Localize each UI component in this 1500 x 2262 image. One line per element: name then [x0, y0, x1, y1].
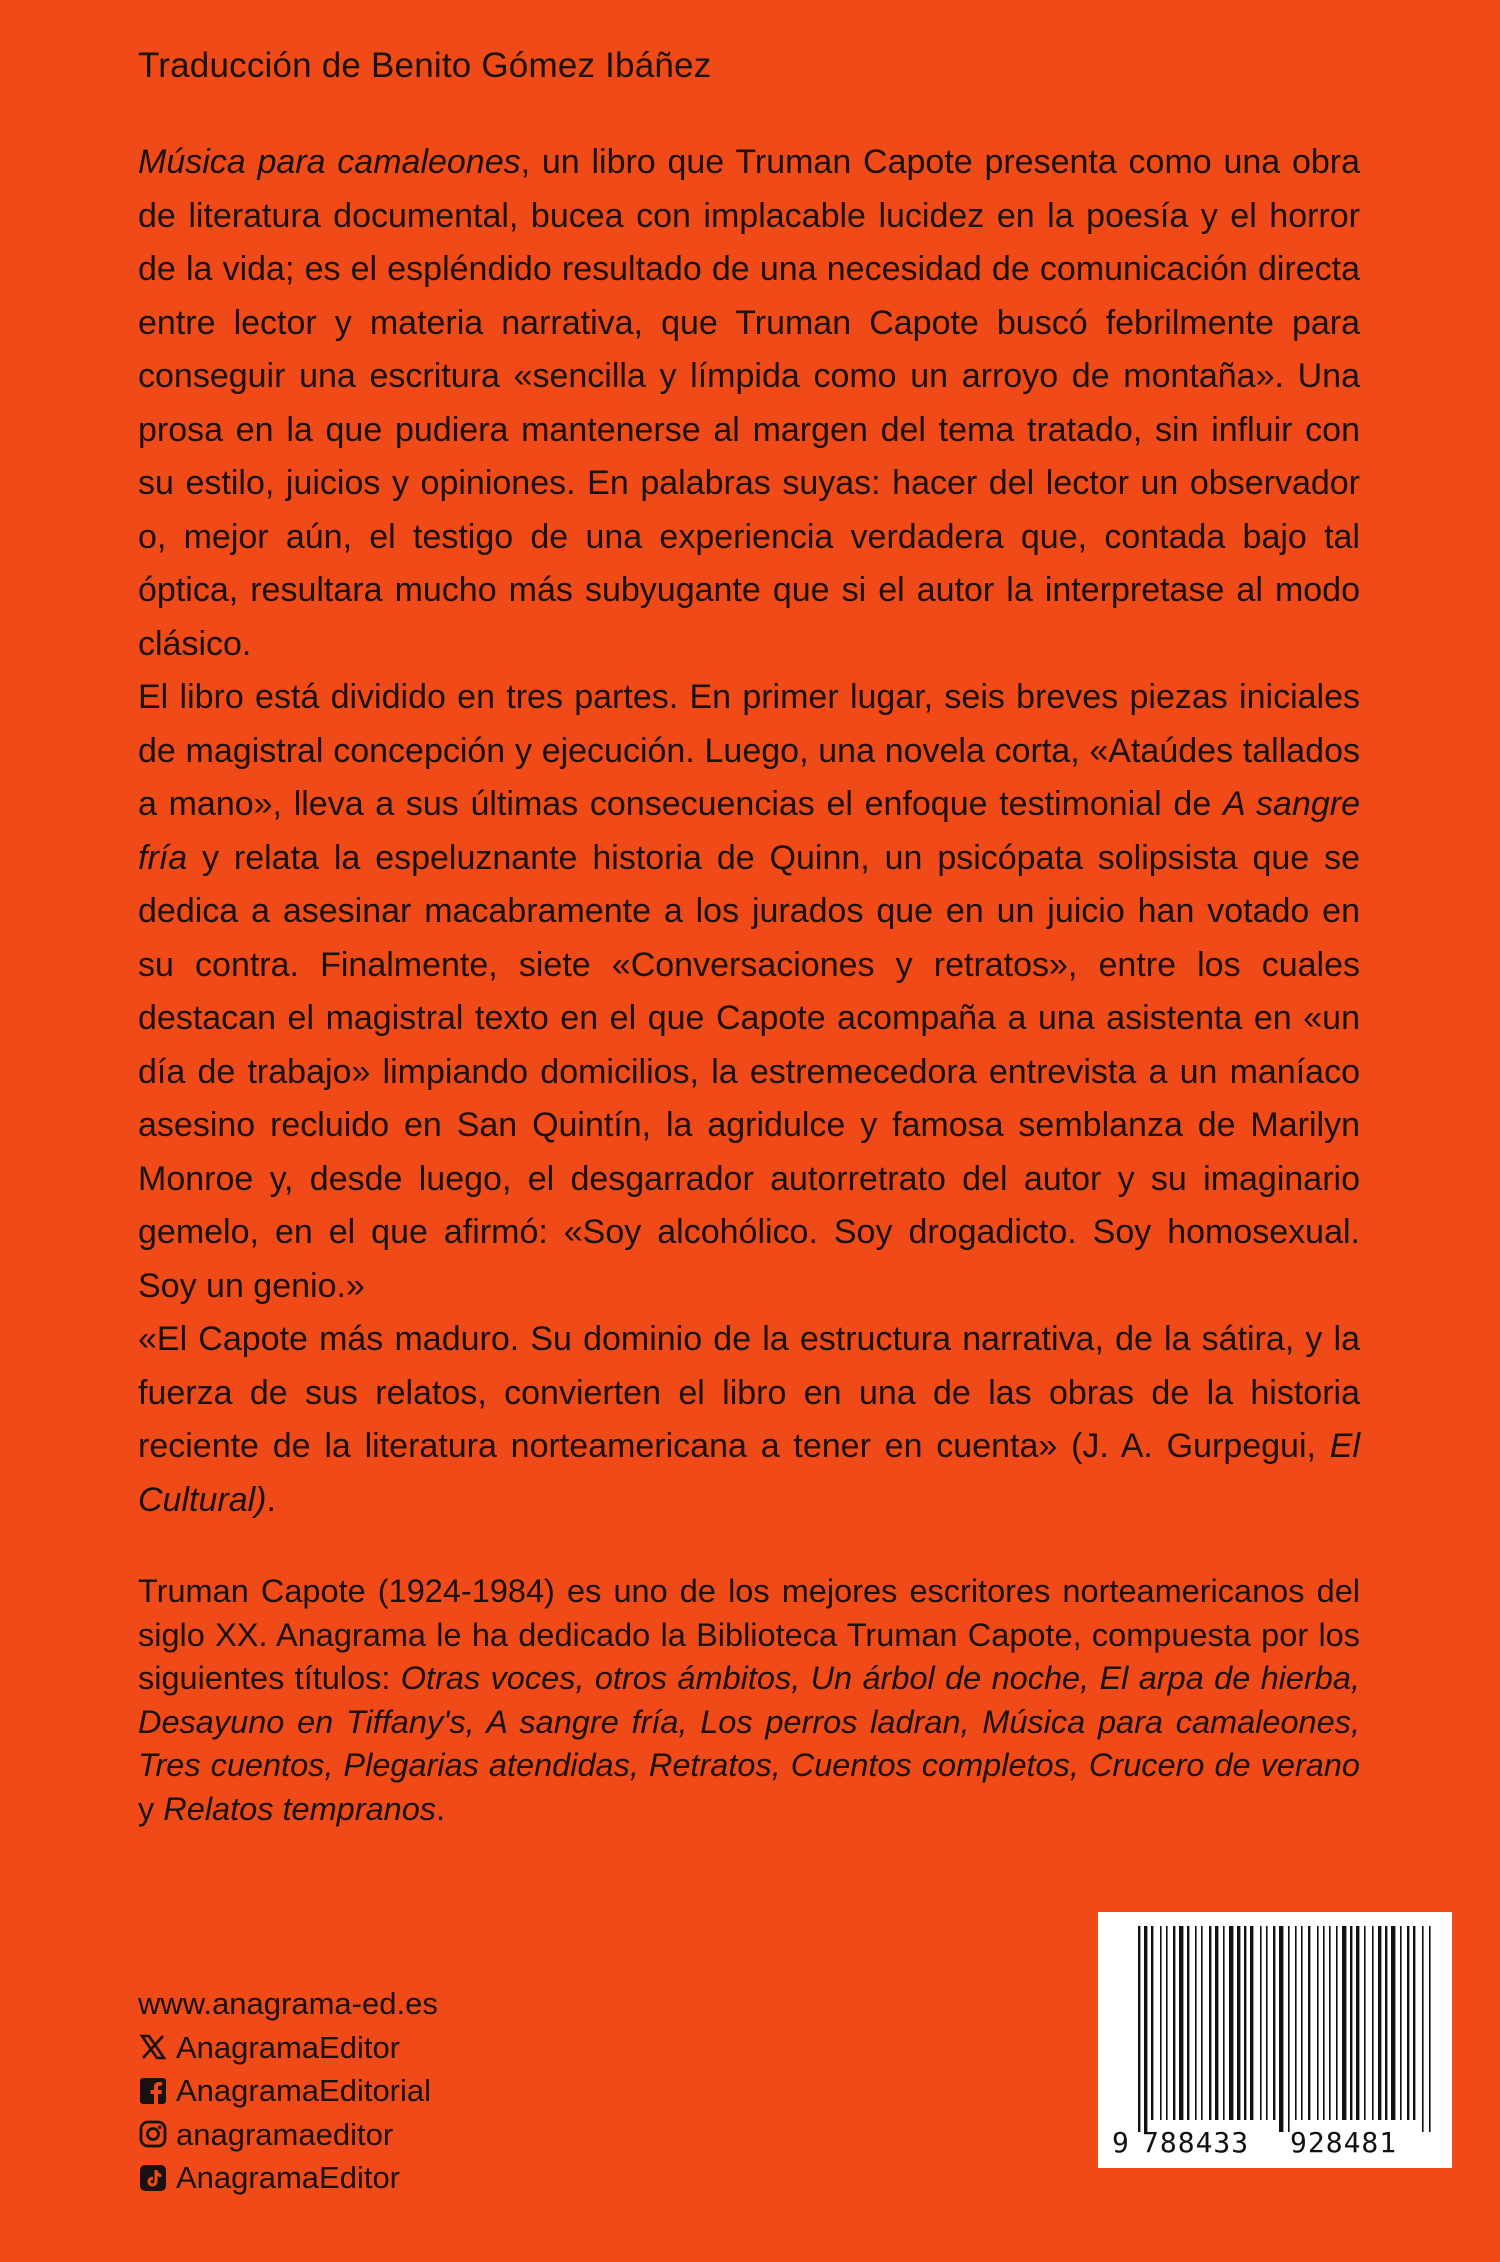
barcode-bar — [1144, 1926, 1147, 2132]
tiktok-handle[interactable]: AnagramaEditor — [138, 2156, 438, 2200]
author-bio: Truman Capote (1924-1984) es uno de los mejores escritores norteamericanos del siglo XX. Anagrama le ha dedicado la Biblioteca Truman Capote, compuesta por los siguientes títulos: Otras voces, otros ámbitos, Un árbol de noche, El arpa de hierba, Desayuno en Tiffany's, A sangre fría, Los perros ladran, Música para camaleones, Tres cuentos, Plegarias atendidas, Retratos, Cuentos completos, Crucero de verano y Relatos tempranos. — [138, 1573, 1360, 1827]
barcode-bar — [1179, 1926, 1183, 2120]
book-title: Música para camaleones — [138, 143, 521, 181]
press-quote: «El Capote más maduro. Su dominio de la estructura narrativa, de la sátira, y la fuerza de sus relatos, convierten el libro en una de las obras de la historia reciente de la literatura norteamericana a tener en cuenta» (J. A. Gurpegui, El Cultural). — [138, 1320, 1360, 1519]
publisher-contacts — [138, 1982, 438, 2200]
x-handle[interactable]: AnagramaEditor — [138, 2026, 438, 2070]
barcode-bar — [1244, 1926, 1246, 2120]
facebook-icon — [138, 2076, 168, 2106]
barcode-bar — [1413, 1926, 1415, 2120]
barcode-bar — [1308, 1926, 1310, 2120]
barcode-bar — [1356, 1926, 1359, 2120]
barcode-bar — [1400, 1926, 1402, 2120]
barcode-bar — [1295, 1926, 1297, 2120]
barcode-bar — [1317, 1926, 1319, 2120]
barcode-bar — [1378, 1926, 1381, 2120]
barcode-bar — [1391, 1926, 1395, 2120]
synopsis-paragraph-2: El libro está dividido en tres partes. En primer lugar, seis breves piezas iniciales de magistral concepción y ejecución. Luego, una novela corta, «Ataúdes tallados a mano», lleva a sus últimas consecuencias el enfoque testimonial de A sangre fría y relata la espeluznante historia de Quinn, un psicópata solipsista que se dedica a asesinar macabramente a los jurados que en un juicio han votado en su contra. Finalmente, siete «Conversaciones y retratos», entre los cuales destacan el magistral texto en el que Capote acompaña a una asistenta en «un día de trabajo» limpiando domicilios, la estremecedora entrevista a un maníaco asesino recluido en San Quintín, la agridulce y famosa semblanza de Marilyn Monroe y, desde luego, el desgarrador autorretrato del autor y su imaginario gemelo, en el que afirmó: «Soy alcohólico. Soy drogadicto. Soy homosexual. Soy un genio.» — [138, 678, 1360, 1305]
barcode-digit-first: 9 — [1112, 2126, 1130, 2159]
barcode-bar — [1266, 1926, 1268, 2120]
barcode-bar — [1195, 1926, 1197, 2120]
barcode-bar — [1407, 1926, 1409, 2120]
barcode-bar — [1260, 1926, 1262, 2120]
barcode-bar — [1209, 1926, 1211, 2120]
barcode-digits-left: 788433 — [1142, 2126, 1250, 2159]
barcode-bar — [1364, 1926, 1366, 2120]
instagram-icon — [138, 2119, 168, 2149]
barcode-bar — [1273, 1926, 1275, 2120]
translator-credit: Traducción de Benito Gómez Ibáñez — [138, 46, 712, 85]
x-logo-icon — [138, 2032, 168, 2062]
barcode-bar — [1372, 1926, 1374, 2120]
barcode-bar — [1151, 1926, 1153, 2120]
barcode-digits-right: 928481 — [1290, 2126, 1398, 2159]
barcode-bar — [1429, 1926, 1431, 2132]
barcode-bar — [1336, 1926, 1338, 2120]
barcode-bar — [1215, 1926, 1218, 2120]
barcode-bar — [1173, 1926, 1175, 2120]
barcode-bar — [1187, 1926, 1189, 2120]
barcode-bar — [1385, 1926, 1387, 2120]
tiktok-icon — [138, 2163, 168, 2193]
barcode-bar — [1166, 1926, 1168, 2120]
barcode-bar — [1301, 1926, 1303, 2120]
barcode-bar — [1223, 1926, 1225, 2120]
barcode-bar — [1250, 1926, 1253, 2120]
barcode-bar — [1160, 1926, 1162, 2120]
synopsis-paragraph-1: Música para camaleones, un libro que Truman Capote presenta como una obra de literatura documental, bucea con implacable lucidez en la poesía y el horror de la vida; es el espléndido resultado de una necesidad de comunicación directa entre lector y materia narrativa, que Truman Capote buscó febrilmente para conseguir una escritura «sencilla y límpida como un arroyo de montaña». Una prosa en la que pudiera mantenerse al margen del tema tratado, sin influir con su estilo, juicios y opiniones. En palabras suyas: hacer del lector un observador o, mejor aún, el testigo de una experiencia verdadera que, contada bajo tal óptica, resultara mucho más subyugante que si el autor la interpretase al modo clásico. — [138, 143, 1361, 663]
barcode-bar — [1229, 1926, 1233, 2120]
barcode-bar — [1350, 1926, 1352, 2120]
barcode-bar — [1237, 1926, 1240, 2120]
isbn-barcode — [1098, 1912, 1452, 2168]
barcode-bar — [1201, 1926, 1203, 2120]
barcode-bar — [1138, 1926, 1140, 2132]
facebook-handle[interactable]: AnagramaEditorial — [138, 2069, 438, 2113]
barcode-bar — [1323, 1926, 1325, 2120]
website-link[interactable]: www.anagrama-ed.es — [138, 1986, 438, 2021]
barcode-bar — [1342, 1926, 1346, 2120]
instagram-handle[interactable]: anagramaeditor — [138, 2113, 438, 2157]
barcode-bar — [1329, 1926, 1331, 2120]
synopsis — [138, 136, 1360, 1527]
barcode-bar — [1422, 1926, 1424, 2132]
barcode-bar — [1279, 1926, 1283, 2132]
barcode-bar — [1288, 1926, 1290, 2132]
